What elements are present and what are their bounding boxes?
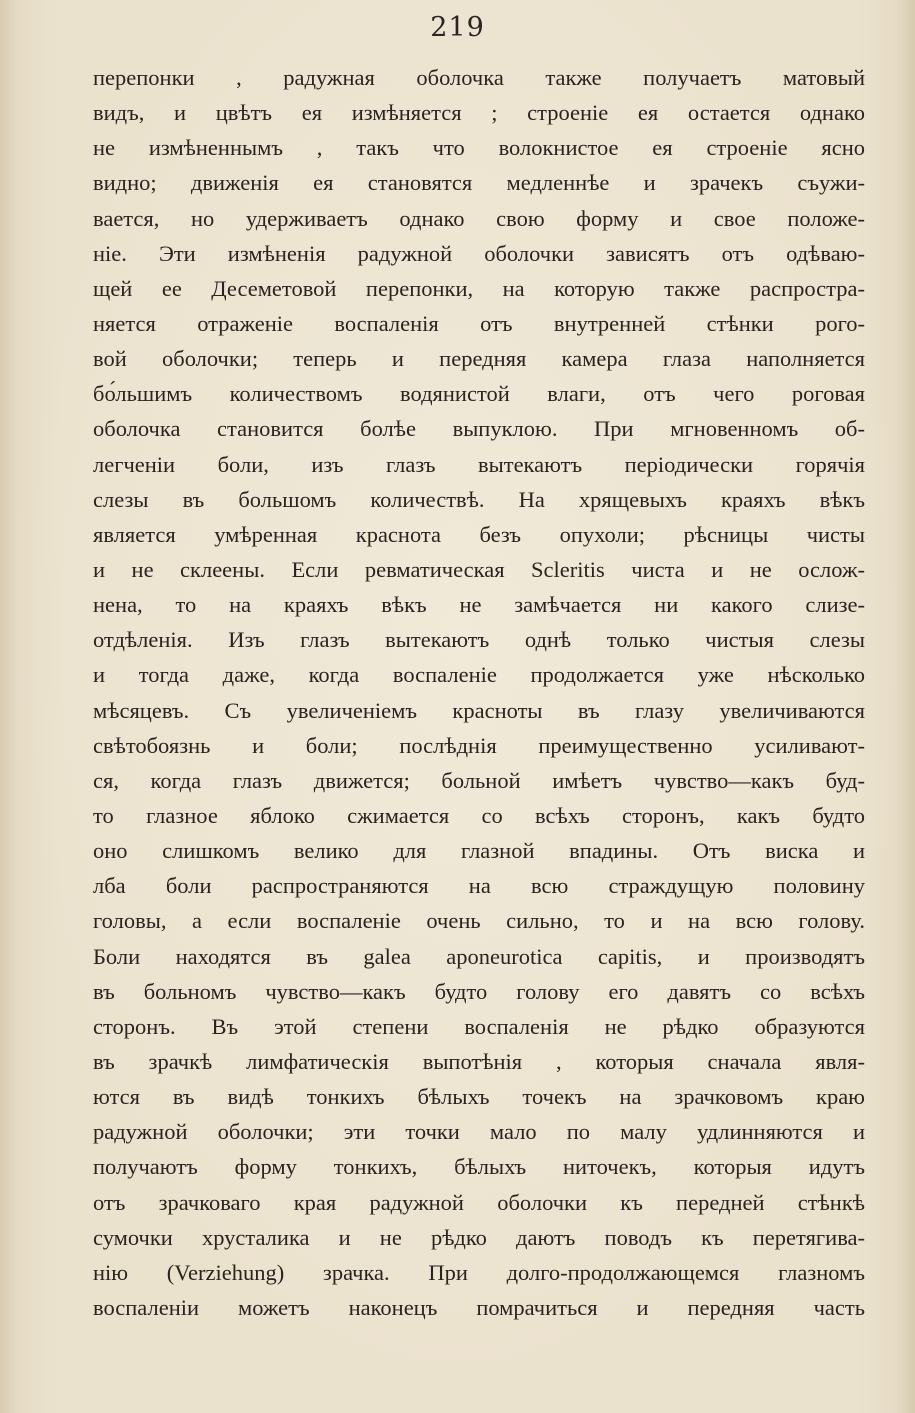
text-line: вой оболочки; теперь и передняя камера глаза наполняется <box>93 346 865 372</box>
text-line: вается, но удерживаетъ однако свою форму и свое положе- <box>93 205 865 231</box>
body-text <box>93 60 865 1325</box>
text-line: видъ, и цвѣтъ ея измѣняется ; строеніе ея остается однако <box>93 100 865 126</box>
text-line: и тогда даже, когда воспаленіе продолжается уже нѣсколько <box>93 662 865 688</box>
text-line: является умѣренная краснота безъ опухоли; рѣсницы чисты <box>93 521 865 547</box>
text-line: воспаленіи можетъ наконецъ помрачиться и передняя часть <box>93 1294 865 1320</box>
text-line: сумочки хрусталика и не рѣдко даютъ поводъ къ перетягива- <box>93 1224 865 1250</box>
page-number: 219 <box>430 12 485 43</box>
text-line: нена, то на краяхъ вѣкъ не замѣчается ни какого слизе- <box>93 592 865 618</box>
text-line: легченіи боли, изъ глазъ вытекаютъ періодически горячія <box>93 451 865 477</box>
text-line: оболочка становится болѣе выпуклою. При мгновенномъ об- <box>93 416 865 442</box>
text-line: лба боли распространяются на всю страждущую половину <box>93 873 865 899</box>
text-line: въ больномъ чувство—какъ будто голову его давятъ со всѣхъ <box>93 978 865 1004</box>
text-line: видно; движенія ея становятся медленнѣе и зрачекъ съужи- <box>93 170 865 196</box>
text-line: ются въ видѣ тонкихъ бѣлыхъ точекъ на зрачковомъ краю <box>93 1084 865 1110</box>
text-line: перепонки , радужная оболочка также получаетъ матовый <box>93 65 865 90</box>
text-line: сторонъ. Въ этой степени воспаленія не рѣдко образуются <box>93 1013 865 1039</box>
text-line: то глазное яблоко сжимается со всѣхъ сторонъ, какъ будто <box>93 802 865 828</box>
text-line: мѣсяцевъ. Съ увеличеніемъ красноты въ глазу увеличиваются <box>93 697 865 723</box>
text-line: головы, а если воспаленіе очень сильно, то и на всю голову. <box>93 908 865 934</box>
text-line: Боли находятся въ galea aponeurotica capitis, и производятъ <box>93 943 865 969</box>
text-line: ся, когда глазъ движется; больной имѣетъ чувство—какъ буд- <box>93 767 865 793</box>
text-line: отдѣленія. Изъ глазъ вытекаютъ однѣ только чистыя слезы <box>93 627 865 653</box>
text-line: щей ее Десеметовой перепонки, на которую также распростра- <box>93 275 865 301</box>
text-line: отъ зрачковаго края радужной оболочки къ передней стѣнкѣ <box>93 1189 865 1215</box>
text-line: няется отраженіе воспаленія отъ внутренней стѣнки рого- <box>93 310 865 336</box>
text-line: бо́льшимъ количествомъ водянистой влаги, отъ чего роговая <box>93 381 865 407</box>
text-line: радужной оболочки; эти точки мало по малу удлинняются и <box>93 1119 865 1145</box>
text-line: въ зрачкѣ лимфатическія выпотѣнія , которыя сначала явля- <box>93 1048 865 1074</box>
text-line: слезы въ большомъ количествѣ. На хрящевыхъ краяхъ вѣкъ <box>93 486 865 512</box>
text-line: не измѣненнымъ , такъ что волокнистое ея строеніе ясно <box>93 135 865 161</box>
text-line: нію (Verziehung) зрачка. При долго-продолжающемся глазномъ <box>93 1259 865 1285</box>
text-line: свѣтобоязнь и боли; послѣднія преимущественно усиливают- <box>93 732 865 758</box>
text-line: и не склеены. Если ревматическая Scleritis чиста и не ослож- <box>93 556 865 582</box>
text-line: ніе. Эти измѣненія радужной оболочки зависятъ отъ одѣваю- <box>93 240 865 266</box>
text-line: оно слишкомъ велико для глазной впадины. Отъ виска и <box>93 838 865 864</box>
text-line: получаютъ форму тонкихъ, бѣлыхъ ниточекъ, которыя идутъ <box>93 1154 865 1180</box>
